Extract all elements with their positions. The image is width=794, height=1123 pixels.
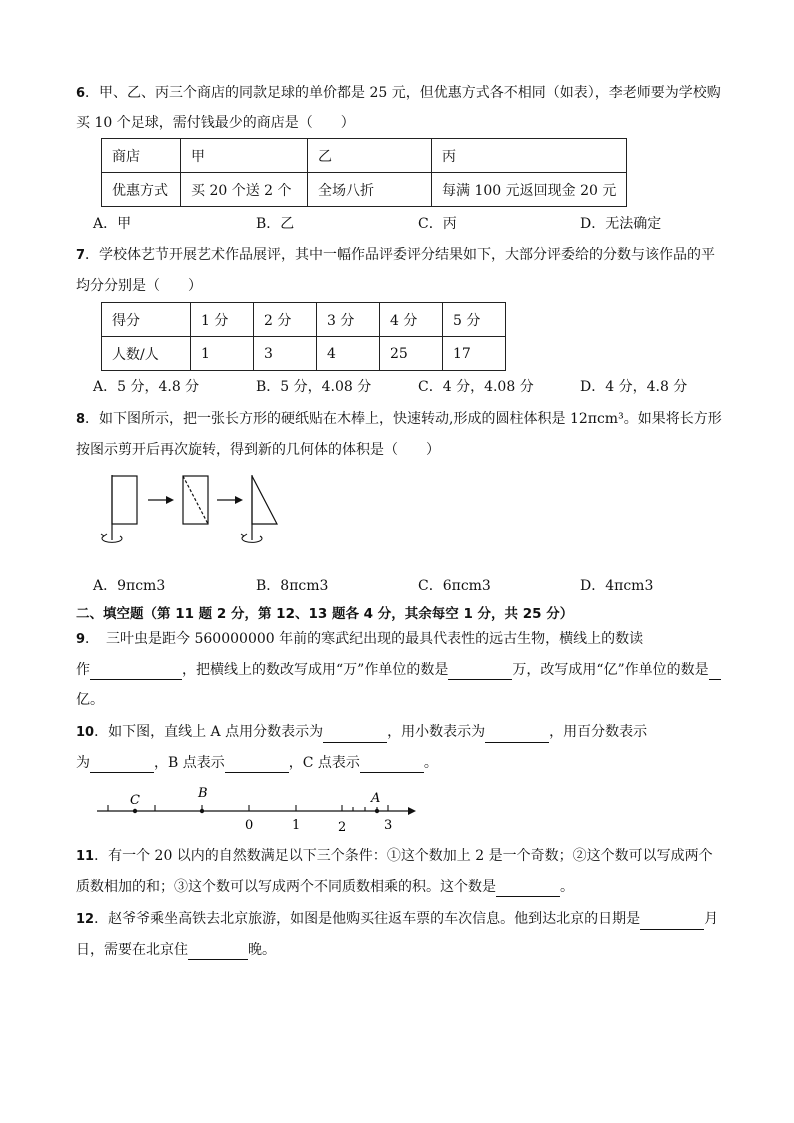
q9-text2c: 万，改写成用“亿”作单位的数是 bbox=[512, 662, 709, 678]
table-cell: 买 20 个送 2 个 bbox=[181, 173, 308, 207]
q10-text1a: ．如下图，直线上 A 点用分数表示为 bbox=[94, 724, 324, 740]
q11-line1 bbox=[76, 846, 713, 867]
q9-line2 bbox=[76, 660, 721, 680]
table-cell: 人数/人 bbox=[102, 337, 191, 371]
tick-label-2: 2 bbox=[338, 820, 347, 835]
q6-line1 bbox=[76, 83, 721, 104]
q10-text2b: ，B 点表示 bbox=[154, 755, 225, 771]
q10-line1 bbox=[76, 722, 647, 743]
q11-blank-answer[interactable] bbox=[496, 880, 560, 897]
table-row bbox=[102, 139, 627, 173]
table-cell: 全场八折 bbox=[308, 173, 432, 207]
q10-blank-percent[interactable] bbox=[90, 756, 154, 773]
q11-text2c: 。 bbox=[560, 879, 574, 895]
q10-blank-b[interactable] bbox=[225, 756, 289, 773]
tick-label-3: 3 bbox=[384, 818, 393, 833]
table-cell: 25 bbox=[380, 337, 443, 371]
q11-text2a: 质数相加的和； bbox=[76, 879, 174, 895]
q8-number: 8 bbox=[76, 412, 86, 427]
q8-option-b[interactable]: B．8πcm3 bbox=[256, 578, 329, 594]
q6-option-c[interactable]: C．丙 bbox=[418, 216, 457, 232]
table-row bbox=[102, 173, 627, 207]
q7-number: 7 bbox=[76, 248, 86, 263]
table-cell: 丙 bbox=[432, 139, 627, 173]
table-cell: 乙 bbox=[308, 139, 432, 173]
label-c: C bbox=[130, 793, 140, 808]
label-a: A bbox=[371, 791, 381, 806]
q9-line1 bbox=[76, 629, 643, 650]
q10-text2a: 为 bbox=[76, 755, 90, 771]
label-b: B bbox=[198, 786, 208, 801]
q10-blank-fraction[interactable] bbox=[323, 726, 387, 743]
q9-blank-yi[interactable] bbox=[709, 663, 721, 680]
q6-option-a[interactable]: A．甲 bbox=[93, 216, 132, 232]
table-cell: 2 分 bbox=[254, 303, 317, 337]
table-cell: 4 分 bbox=[380, 303, 443, 337]
q8-option-a[interactable]: A．9πcm3 bbox=[93, 578, 166, 594]
q6-text1: ．甲、乙、丙三个商店的同款足球的单价都是 25 元，但优惠方式各不相同（如表），李老师要为学校购 bbox=[85, 85, 721, 101]
q9-blank-reading[interactable] bbox=[90, 663, 182, 680]
table-cell: 甲 bbox=[181, 139, 308, 173]
section-heading: 二、填空题（第 11 题 2 分，第 12、13 题各 4 分，其余每空 1 分，共 25 分） bbox=[76, 606, 574, 622]
q8-text1: ．如下图所示，把一张长方形的硬纸贴在木棒上，快速转动,形成的圆柱体积是 12πcm³。如果将长方形 bbox=[85, 411, 722, 427]
point-a bbox=[375, 809, 379, 813]
q7-table bbox=[101, 302, 506, 371]
arrow-right-icon bbox=[408, 807, 416, 815]
q9-blank-wan[interactable] bbox=[448, 663, 512, 680]
q7-option-d[interactable]: D．4 分，4.8 分 bbox=[580, 379, 688, 395]
tick-label-0: 0 bbox=[245, 818, 254, 833]
q11-text1c: 这个数可以写成两个 bbox=[586, 848, 713, 864]
table-cell: 5 分 bbox=[443, 303, 506, 337]
circled-two: ② bbox=[572, 848, 587, 864]
table-cell: 4 bbox=[317, 337, 380, 371]
triangle-on-stick bbox=[241, 475, 277, 542]
q9-line3: 亿。 bbox=[76, 692, 104, 708]
q11-text1b: 这个数加上 2 是一个奇数； bbox=[400, 848, 573, 864]
q6-option-b[interactable]: B．乙 bbox=[256, 216, 295, 232]
q12-blank-month[interactable] bbox=[640, 913, 704, 930]
q7-text1: ．学校体艺节开展艺术作品展评，其中一幅作品评委评分结果如下，大部分评委给的分数与该作品的平 bbox=[85, 247, 716, 263]
q10-text1c: ，用百分数表示 bbox=[549, 724, 648, 740]
q6-option-d[interactable]: D．无法确定 bbox=[580, 216, 662, 232]
q10-text2d: 。 bbox=[423, 755, 438, 771]
q10-number-line bbox=[92, 783, 422, 835]
q7-option-b[interactable]: B．5 分，4.08 分 bbox=[256, 379, 372, 395]
q6-line2: 买 10 个足球，需付钱最少的商店是（ ） bbox=[76, 115, 355, 131]
q10-blank-decimal[interactable] bbox=[485, 726, 549, 743]
q7-line2: 均分分别是（ ） bbox=[76, 278, 202, 294]
circled-three: ③ bbox=[174, 879, 188, 895]
rectangle-cut-diagonal bbox=[183, 476, 208, 524]
q8-option-d[interactable]: D．4πcm3 bbox=[580, 578, 654, 594]
point-c bbox=[133, 809, 137, 813]
q12-blank-nights[interactable] bbox=[188, 943, 248, 960]
q10-text2c: ，C 点表示 bbox=[288, 755, 360, 771]
q6-number: 6 bbox=[76, 86, 86, 101]
q8-line2: 按图示剪开后再次旋转，得到新的几何体的体积是（ ） bbox=[76, 442, 440, 458]
q12-text1b: 月 bbox=[704, 911, 719, 927]
table-cell: 每满 100 元返回现金 20 元 bbox=[432, 173, 627, 207]
q7-line1 bbox=[76, 245, 715, 266]
q10-line2 bbox=[76, 753, 438, 773]
q12-line2 bbox=[76, 940, 276, 960]
q12-line1 bbox=[76, 909, 718, 930]
table-cell: 17 bbox=[443, 337, 506, 371]
circled-one: ① bbox=[386, 848, 401, 864]
q9-text2b: ，把横线上的数改写成用“万”作单位的数是 bbox=[182, 662, 449, 678]
table-row bbox=[102, 337, 506, 371]
q12-text2b: 晚。 bbox=[248, 942, 276, 958]
q10-number: 10 bbox=[76, 725, 95, 740]
q8-rotation-figure bbox=[86, 470, 286, 560]
q12-text1a: ．赵爷爷乘坐高铁去北京旅游，如图是他购买往返车票的车次信息。他到达北京的日期是 bbox=[94, 911, 641, 927]
q6-table bbox=[101, 138, 627, 207]
tick-label-1: 1 bbox=[292, 818, 301, 833]
table-cell: 1 分 bbox=[191, 303, 254, 337]
q7-option-a[interactable]: A．5 分，4.8 分 bbox=[93, 379, 200, 395]
table-cell: 3 分 bbox=[317, 303, 380, 337]
table-cell: 商店 bbox=[102, 139, 181, 173]
arrow-right-icon bbox=[217, 496, 243, 504]
q9-text2a: 作 bbox=[76, 662, 90, 678]
table-cell: 得分 bbox=[102, 303, 191, 337]
q9-text1: ． 三叶虫是距今 560000000 年前的寒武纪出现的最具代表性的远古生物，横线上的数读 bbox=[85, 631, 644, 647]
q11-text1a: ．有一个 20 以内的自然数满足以下三个条件： bbox=[94, 848, 387, 864]
arrow-right-icon bbox=[148, 496, 174, 504]
q11-number: 11 bbox=[76, 849, 95, 864]
q9-number: 9 bbox=[76, 632, 86, 647]
q10-text1b: ，用小数表示为 bbox=[387, 724, 486, 740]
table-row bbox=[102, 303, 506, 337]
rectangle-on-stick bbox=[101, 475, 137, 542]
q10-blank-c[interactable] bbox=[360, 756, 424, 773]
q8-line1 bbox=[76, 409, 722, 430]
q7-option-c[interactable]: C．4 分，4.08 分 bbox=[418, 379, 534, 395]
q11-line2 bbox=[76, 877, 574, 897]
q12-text2a: 日，需要在北京住 bbox=[76, 942, 188, 958]
table-cell: 优惠方式 bbox=[102, 173, 181, 207]
q8-option-c[interactable]: C．6πcm3 bbox=[418, 578, 491, 594]
q11-text2b: 这个数可以写成两个不同质数相乘的积。这个数是 bbox=[188, 879, 496, 895]
table-cell: 1 bbox=[191, 337, 254, 371]
table-cell: 3 bbox=[254, 337, 317, 371]
q12-number: 12 bbox=[76, 912, 95, 927]
point-b bbox=[200, 809, 204, 813]
